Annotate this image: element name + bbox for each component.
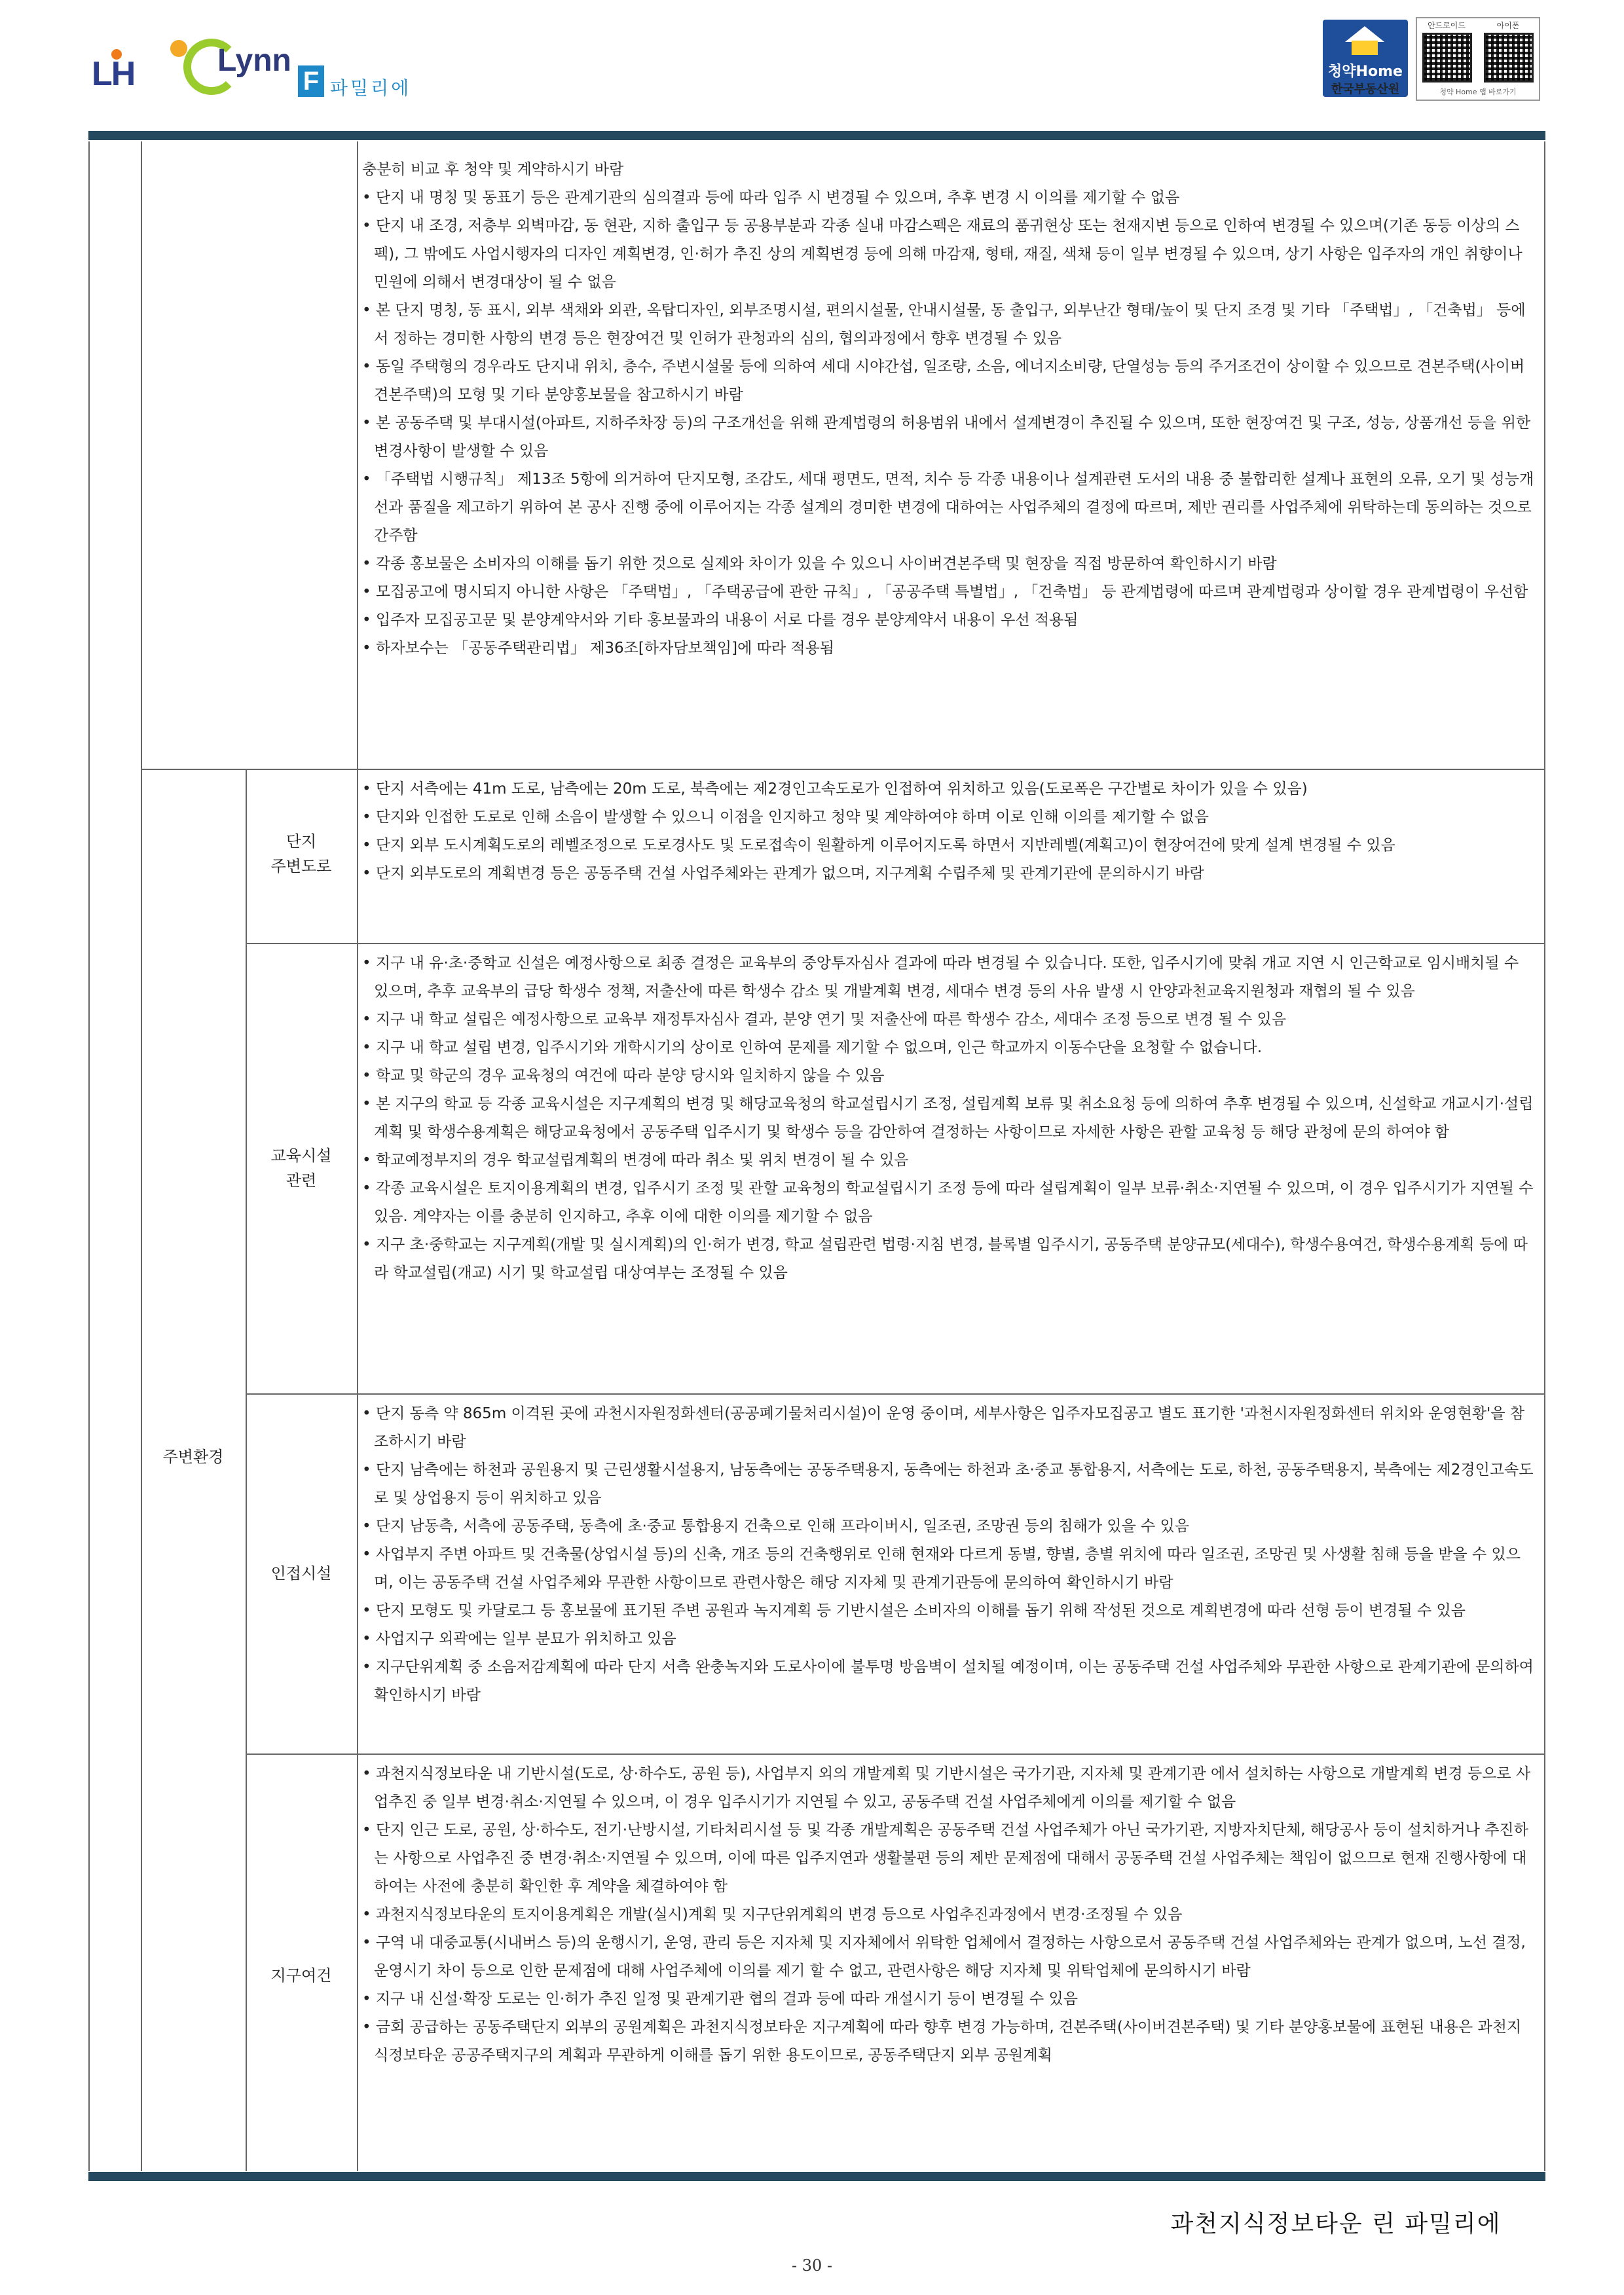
familie-logo-text: 파밀리에 [330, 77, 412, 99]
lynn-logo-dot [170, 40, 187, 57]
android-qr-code-icon[interactable] [1422, 33, 1472, 83]
house-body-icon [1352, 41, 1378, 55]
page-number: - 30 - [791, 2256, 832, 2275]
education-item: • 지구 초·중학교는 지구계획(개발 및 실시계획)의 인·허가 변경, 학교 설립관련 법령·지침 변경, 블록별 입주시기, 공동주택 분양규모(세대수), 학생수용여건, 학생수용계획 등에 따라 학교설립(개교) 시기 및 학교설립 대상여부는 조정될 수 있음 [362, 1231, 1534, 1287]
top-notice-item: • 모집공고에 명시되지 아니한 사항은 「주택법」, 「주택공급에 관한 규칙」, 「공공주택 특별법」, 「건축법」 등 관계법령에 따르며 관계법령과 상이할 경우 관계법령이 우선함 [362, 578, 1534, 606]
education-item: • 학교 및 학군의 경우 교육청의 여건에 따라 분양 당시와 일치하지 않을 수 있음 [362, 1062, 1534, 1090]
lh-lynn-familie-logo [92, 29, 432, 101]
category-surroundings: 주변환경 [162, 1448, 224, 1466]
notice-table [88, 141, 1545, 2171]
lh-logo-text: LH [92, 55, 135, 93]
education-item: • 각종 교육시설은 토지이용계획의 변경, 입주시기 조정 및 관할 교육청의 학교설립시기 조정 등에 따라 설립계획이 일부 보류·취소·지연될 수 있으며, 이 경우 입주시기가 지연될 수 있음. 계약자는 이를 충분히 인지하고, 추후 이에 대한 이의를 제기할 수 없음 [362, 1175, 1534, 1231]
district-item: • 과천지식정보타운의 토지이용계획은 개발(실시)계획 및 지구단위계획의 변경 등으로 사업추진과정에서 변경·조정될 수 있음 [362, 1901, 1534, 1929]
adjacent-item: • 사업부지 주변 아파트 및 건축물(상업시설 등)의 신축, 개조 등의 건축행위로 인해 현재와 다르게 동별, 향별, 층별 위치에 따라 일조권, 조망권 및 사생활 침해 등을 받을 수 있으며, 이는 공동주택 건설 사업주체와 무관한 사항이므로 관련사항은 해당 지자체 및 관계기관등에 문의하여 확인하시기 바람 [362, 1541, 1534, 1597]
education-item: • 본 지구의 학교 등 각종 교육시설은 지구계획의 변경 및 해당교육청의 학교설립시기 조정, 설립계획 보류 및 취소요청 등에 의하여 추후 변경될 수 있으며, 신설학교 개교시기·설립계획 및 학생수용계획은 해당교육청에서 공동주택 입주시기 및 학생수 등을 감안하여 결정하는 사항이므로 자세한 사항은 관할 교육청 등 해당 관청에 문의 하여야 함 [362, 1090, 1534, 1147]
top-notice-item: • 본 단지 명칭, 동 표시, 외부 색채와 외관, 옥탑디자인, 외부조명시설, 편의시설물, 안내시설물, 동 출입구, 외부난간 형태/높이 및 단지 조경 및 기타 「주택법」, 「건축법」 등에서 정하는 경미한 사항의 변경 등은 현장여건 및 인허가 관청과의 심의, 협의과정에서 향후 변경될 수 있음 [362, 297, 1534, 353]
adjacent-item: • 사업지구 외곽에는 일부 분묘가 위치하고 있음 [362, 1625, 1534, 1653]
education-item: • 지구 내 학교 설립 변경, 입주시기와 개학시기의 상이로 인하여 문제를 제기할 수 없으며, 인근 학교까지 이동수단을 요청할 수 없습니다. [362, 1034, 1534, 1062]
top-notice-line: 충분히 비교 후 청약 및 계약하시기 바람 [362, 161, 624, 178]
column-line-3 [357, 141, 358, 2171]
table-border-left [88, 141, 90, 2171]
row-line-2 [246, 943, 1545, 944]
adjacent-item: • 단지 모형도 및 카달로그 등 홍보물에 표기된 주변 공원과 녹지계획 등 기반시설은 소비자의 이해를 돕기 위해 작성된 것으로 계획변경에 따라 선형 등이 변경될 수 있음 [362, 1597, 1534, 1625]
top-notice-item: • 본 공동주택 및 부대시설(아파트, 지하주차장 등)의 구조개선을 위해 관계법령의 허용범위 내에서 설계변경이 추진될 수 있으며, 또한 현장여건 및 구조, 성능, 상품개선 등을 위한 변경사항이 발생할 수 있음 [362, 409, 1534, 466]
real-estate-board-label: 한국부동산원 [1331, 83, 1400, 96]
district-item: • 금회 공급하는 공동주택단지 외부의 공원계획은 과천지식정보타운 지구계획에 따라 향후 변경 가능하며, 견본주택(사이버견본주택) 및 기타 분양홍보물에 표현된 내용은 과천지식정보타운 공공주택지구의 계획과 무관하게 이해를 돕기 위한 용도이므로, 공동주택단지 외부 공원계획 [362, 2013, 1534, 2070]
complex-name-footer: 과천지식정보타운 린 파밀리에 [1170, 2211, 1502, 2237]
top-notice-item: • 단지 내 조경, 저층부 외벽마감, 동 현관, 지하 출입구 등 공용부분과 각종 실내 마감스펙은 재료의 품귀현상 또는 천재지변 등으로 인하여 변경될 수 있으며(기존 동등 이상의 스펙), 그 밖에도 사업시행자의 디자인 계획변경, 인·허가 추진 상의 계획변경 등에 의해 마감재, 형태, 재질, 색채 등이 일부 변경될 수 있으며, 상기 사항은 입주자의 개인 취향이나 민원에 의해서 변경대상이 될 수 없음 [362, 212, 1534, 297]
section-roads-content [362, 775, 1534, 888]
roads-item: • 단지 외부 도시계획도로의 레벨조정으로 도로경사도 및 도로접속이 원활하게 이루어지도록 하면서 지반레벨(계획고)이 현장여건에 맞게 설계 변경될 수 있음 [362, 832, 1534, 860]
column-line-1 [141, 141, 142, 2171]
iphone-qr-code-icon[interactable] [1484, 33, 1534, 83]
table-border-right [1544, 141, 1545, 2171]
roads-item: • 단지와 인접한 도로로 인해 소음이 발생할 수 있으니 이점을 인지하고 청약 및 계약하여야 하며 이로 인해 이의를 제기할 수 없음 [362, 803, 1534, 832]
section-adjacent-content [362, 1400, 1534, 1710]
lynn-logo-text: Lynn [217, 43, 291, 78]
district-item: • 구역 내 대중교통(시내버스 등)의 운행시기, 운영, 관리 등은 지자체 및 지자체에서 위탁한 업체에서 결정하는 사항으로서 공동주택 건설 사업주체와는 관계가 없으며, 노선 결정, 운영시기 차이 등으로 인한 문제점에 대해 사업주체에 이의를 제기 할 수 없고, 관련사항은 해당 지자체 및 위탁업체에 문의하시기 바람 [362, 1929, 1534, 1985]
top-notice-item: • 동일 주택형의 경우라도 단지내 위치, 층수, 주변시설물 등에 의하여 세대 시야간섭, 일조량, 소음, 에너지소비량, 단열성능 등의 주거조건이 상이할 수 있으므로 견본주택(사이버견본주택)의 모형 및 기타 분양홍보물을 참고하시기 바람 [362, 353, 1534, 409]
education-item: • 학교예정부지의 경우 학교설립계획의 변경에 따라 취소 및 위치 변경이 될 수 있음 [362, 1147, 1534, 1175]
district-item: • 지구 내 신설·확장 도로는 인·허가 추진 일정 및 관계기관 협의 결과 등에 따라 개설시기 등이 변경될 수 있음 [362, 1985, 1534, 2013]
qr-android-label: 안드로이드 [1428, 21, 1466, 30]
row-line-1 [141, 769, 1545, 770]
qr-footer-text: 청약 Home 앱 바로가기 [1439, 88, 1517, 96]
section-education-content [362, 949, 1534, 1287]
section-label-adjacent: 인접시설 [270, 1564, 332, 1583]
roads-item: • 단지 외부도로의 계획변경 등은 공동주택 건설 사업주체와는 관계가 없으며, 지구계획 수립주체 및 관계기관에 문의하시기 바람 [362, 860, 1534, 888]
familie-logo-mark: F [298, 65, 324, 97]
roads-item: • 단지 서측에는 41m 도로, 남측에는 20m 도로, 북측에는 제2경인고속도로가 인접하여 위치하고 있음(도로폭은 구간별로 차이가 있을 수 있음) [362, 775, 1534, 803]
section-label-education: 교육시설 관련 [270, 1147, 332, 1190]
top-notice-item: • 단지 내 명칭 및 동표기 등은 관계기관의 심의결과 등에 따라 입주 시 변경될 수 있으며, 추후 변경 시 이의를 제기할 수 없음 [362, 184, 1534, 212]
row-line-4 [246, 1753, 1545, 1755]
education-item: • 지구 내 유·초·중학교 신설은 예정사항으로 최종 결정은 교육부의 중앙투자심사 결과에 따라 변경될 수 있습니다. 또한, 입주시기에 맞춰 개교 지연 시 인근학교로 임시배치될 수 있으며, 추후 교육부의 급당 학생수 정책, 저출산에 따른 학생수 감소 및 개발계획 변경, 세대수 변경 등의 사유 발생 시 안양과천교육지원청과 재협의 될 수 있음 [362, 949, 1534, 1006]
district-item: • 단지 인근 도로, 공원, 상·하수도, 전기·난방시설, 기타처리시설 등 및 각종 개발계획은 공동주택 건설 사업주체가 아닌 국가기관, 지방자치단체, 해당공사 등이 설치하거나 추진하는 사항으로 사업추진 중 변경·취소·지연될 수 있으며, 이에 따른 입주지연과 생활불편 등의 제반 문제점에 대해서 공동주택 건설 사업주체는 책임이 없으므로 현재 진행사항에 대하여는 사전에 충분히 확인한 후 계약을 체결하여야 함 [362, 1816, 1534, 1901]
cheongyak-home-title: 청약Home [1328, 64, 1403, 80]
app-qr-panel [1416, 17, 1540, 101]
qr-iphone-label: 아이폰 [1496, 21, 1520, 30]
house-roof-icon [1345, 26, 1384, 42]
column-line-2 [246, 770, 247, 2171]
adjacent-item: • 단지 남측에는 하천과 공원용지 및 근린생활시설용지, 남동측에는 공동주택용지, 동측에는 하천과 초·중교 통합용지, 서측에는 도로, 하천, 공동주택용지, 북측에는 제2경인고속도로 및 상업용지 등이 위치하고 있음 [362, 1456, 1534, 1513]
district-item: • 과천지식정보타운 내 기반시설(도로, 상·하수도, 공원 등), 사업부지 외의 개발계획 및 기반시설은 국가기관, 지자체 및 관계기관 에서 설치하는 사항으로 개발계획 변경 등으로 사업추진 중 일부 변경·취소·지연될 수 있으며, 이 경우 입주시기가 지연될 수 있고, 공동주택 건설 사업주체에게 이의를 제기할 수 없음 [362, 1760, 1534, 1816]
top-notice-item: • 「주택법 시행규칙」 제13조 5항에 의거하여 단지모형, 조감도, 세대 평면도, 면적, 치수 등 각종 내용이나 설계관련 도서의 내용 중 불합리한 설계나 표현의 오류, 오기 및 성능개선과 품질을 제고하기 위하여 본 공사 진행 중에 이루어지는 각종 설계의 경미한 변경에 대하여는 사업주체의 결정에 따르며, 제반 권리를 사업주체에 위탁하는데 동의하는 것으로 간주함 [362, 466, 1534, 550]
top-notice-item: • 각종 홍보물은 소비자의 이해를 돕기 위한 것으로 실제와 차이가 있을 수 있으니 사이버견본주택 및 현장을 직접 방문하여 확인하시기 바람 [362, 550, 1534, 578]
top-notice-item: • 하자보수는 「공동주택관리법」 제36조[하자담보책임]에 따라 적용됨 [362, 634, 1534, 663]
top-notice-item: • 입주자 모집공고문 및 분양계약서와 기타 홍보물과의 내용이 서로 다를 경우 분양계약서 내용이 우선 적용됨 [362, 606, 1534, 634]
section-district-content [362, 1760, 1534, 2070]
section-label-roads: 단지 주변도로 [270, 832, 332, 875]
row-line-3 [246, 1393, 1545, 1395]
section-label-district: 지구여건 [270, 1966, 332, 1985]
adjacent-item: • 단지 남동측, 서측에 공동주택, 동측에 초·중교 통합용지 건축으로 인해 프라이버시, 일조권, 조망권 등의 침해가 있을 수 있음 [362, 1513, 1534, 1541]
top-notice-block [362, 156, 1534, 663]
adjacent-item: • 지구단위계획 중 소음저감계획에 따라 단지 서측 완충녹지와 도로사이에 불투명 방음벽이 설치될 예정이며, 이는 공동주택 건설 사업주체와 무관한 사항으로 관계기관에 문의하여 확인하시기 바람 [362, 1653, 1534, 1710]
education-item: • 지구 내 학교 설립은 예정사항으로 교육부 재정투자심사 결과, 분양 연기 및 저출산에 따른 학생수 감소, 세대수 조정 등으로 변경 될 수 있음 [362, 1006, 1534, 1034]
top-divider [88, 131, 1545, 140]
bottom-divider [88, 2172, 1545, 2181]
adjacent-item: • 단지 동측 약 865m 이격된 곳에 과천시자원정화센터(공공폐기물처리시설)이 운영 중이며, 세부사항은 입주자모집공고 별도 표기한 '과천시자원정화센터 위치와 운영현황'을 참조하시기 바람 [362, 1400, 1534, 1456]
